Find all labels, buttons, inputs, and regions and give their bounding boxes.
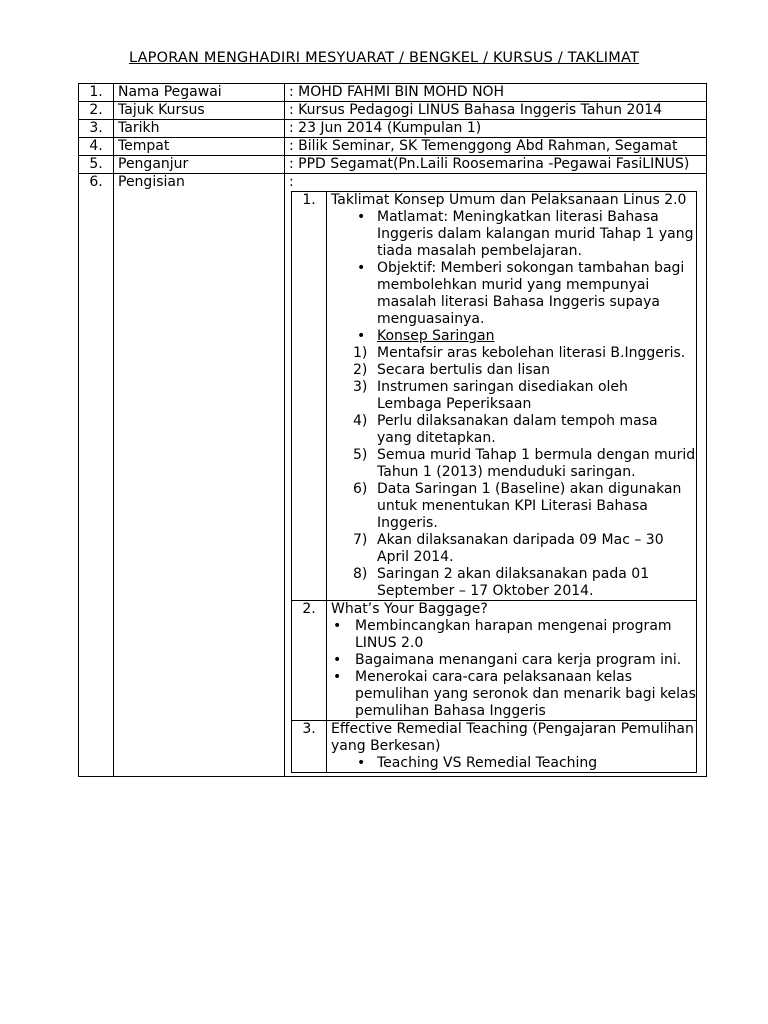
row-value: : 23 Jun 2014 (Kumpulan 1) xyxy=(285,120,707,138)
section-content xyxy=(327,192,697,601)
list-item: 8) Saringan 2 akan dilaksanakan pada 01 September – 17 Oktober 2014. xyxy=(353,566,650,599)
row-value: : MOHD FAHMI BIN MOHD NOH xyxy=(285,84,707,102)
list-item: • Objektif: Memberi sokongan tambahan bagi membolehkan murid yang mempunyai masalah literasi Bahasa Inggeris supaya menguasainya. xyxy=(331,260,696,328)
row-label: Tarikh xyxy=(114,120,285,138)
table-row xyxy=(79,120,707,138)
section-content xyxy=(327,721,697,773)
section-title: Taklimat Konsep Umum dan Pelaksanaan Linus 2.0 xyxy=(331,192,687,208)
section-number: 2. xyxy=(292,601,327,721)
row-label: Penganjur xyxy=(114,156,285,174)
table-row xyxy=(79,156,707,174)
row-value: : xyxy=(289,174,294,190)
row-number: 6. xyxy=(79,174,114,777)
table-row xyxy=(292,192,697,601)
row-label: Tempat xyxy=(114,138,285,156)
section-number: 3. xyxy=(292,721,327,773)
row-number: 2. xyxy=(79,102,114,120)
table-row xyxy=(79,174,707,777)
pengisian-cell xyxy=(285,174,707,777)
list-item: 1) Mentafsir aras kebolehan literasi B.Inggeris. xyxy=(353,345,686,361)
report-table xyxy=(78,83,707,777)
bullet-list xyxy=(331,209,696,345)
section-title: Effective Remedial Teaching (Pengajaran Pemulihan yang Berkesan) xyxy=(331,721,694,754)
list-item: 7) Akan dilaksanakan daripada 09 Mac – 30 April 2014. xyxy=(353,532,664,565)
list-item: • Teaching VS Remedial Teaching xyxy=(331,755,696,772)
table-row xyxy=(292,721,697,773)
document-title: LAPORAN MENGHADIRI MESYUARAT / BENGKEL / KURSUS / TAKLIMAT xyxy=(128,50,640,66)
list-item: 6) Data Saringan 1 (Baseline) akan digunakan untuk menentukan KPI Literasi Bahasa Inggeris. xyxy=(353,481,682,531)
subheading: Konsep Saringan xyxy=(377,328,495,344)
section-title: What’s Your Baggage? xyxy=(331,601,488,617)
bullet-list xyxy=(331,618,696,720)
row-label: Pengisian xyxy=(114,174,285,777)
table-row xyxy=(79,138,707,156)
list-item: • Matlamat: Meningkatkan literasi Bahasa Inggeris dalam kalangan murid Tahap 1 yang tiada masalah pembelajaran. xyxy=(331,209,696,260)
table-row xyxy=(292,601,697,721)
list-item: 2) Secara bertulis dan lisan xyxy=(353,362,551,378)
row-value: : Bilik Seminar, SK Temenggong Abd Rahman, Segamat xyxy=(285,138,707,156)
list-item: • Bagaimana menangani cara kerja program ini. xyxy=(331,652,696,669)
row-value: : Kursus Pedagogi LINUS Bahasa Inggeris Tahun 2014 xyxy=(285,102,707,120)
table-row xyxy=(79,84,707,102)
row-number: 4. xyxy=(79,138,114,156)
row-label: Nama Pegawai xyxy=(114,84,285,102)
list-item: 5) Semua murid Tahap 1 bermula dengan murid Tahun 1 (2013) menduduki saringan. xyxy=(353,447,696,480)
pengisian-table xyxy=(291,191,697,773)
row-number: 1. xyxy=(79,84,114,102)
list-item: • Membincangkan harapan mengenai program LINUS 2.0 xyxy=(331,618,696,652)
row-number: 5. xyxy=(79,156,114,174)
section-content xyxy=(327,601,697,721)
bullet-list xyxy=(331,755,696,772)
numbered-list xyxy=(331,345,696,600)
section-number: 1. xyxy=(292,192,327,601)
list-item: 4) Perlu dilaksanakan dalam tempoh masa yang ditetapkan. xyxy=(353,413,658,446)
row-label: Tajuk Kursus xyxy=(114,102,285,120)
list-item: • Menerokai cara-cara pelaksanaan kelas pemulihan yang seronok dan menarik bagi kelas pemulihan Bahasa Inggeris xyxy=(331,669,696,720)
table-row xyxy=(79,102,707,120)
row-number: 3. xyxy=(79,120,114,138)
list-item: 3) Instrumen saringan disediakan oleh Lembaga Peperiksaan xyxy=(353,379,628,412)
list-item xyxy=(331,328,696,345)
row-value: : PPD Segamat(Pn.Laili Roosemarina -Pegawai FasiLINUS) xyxy=(285,156,707,174)
